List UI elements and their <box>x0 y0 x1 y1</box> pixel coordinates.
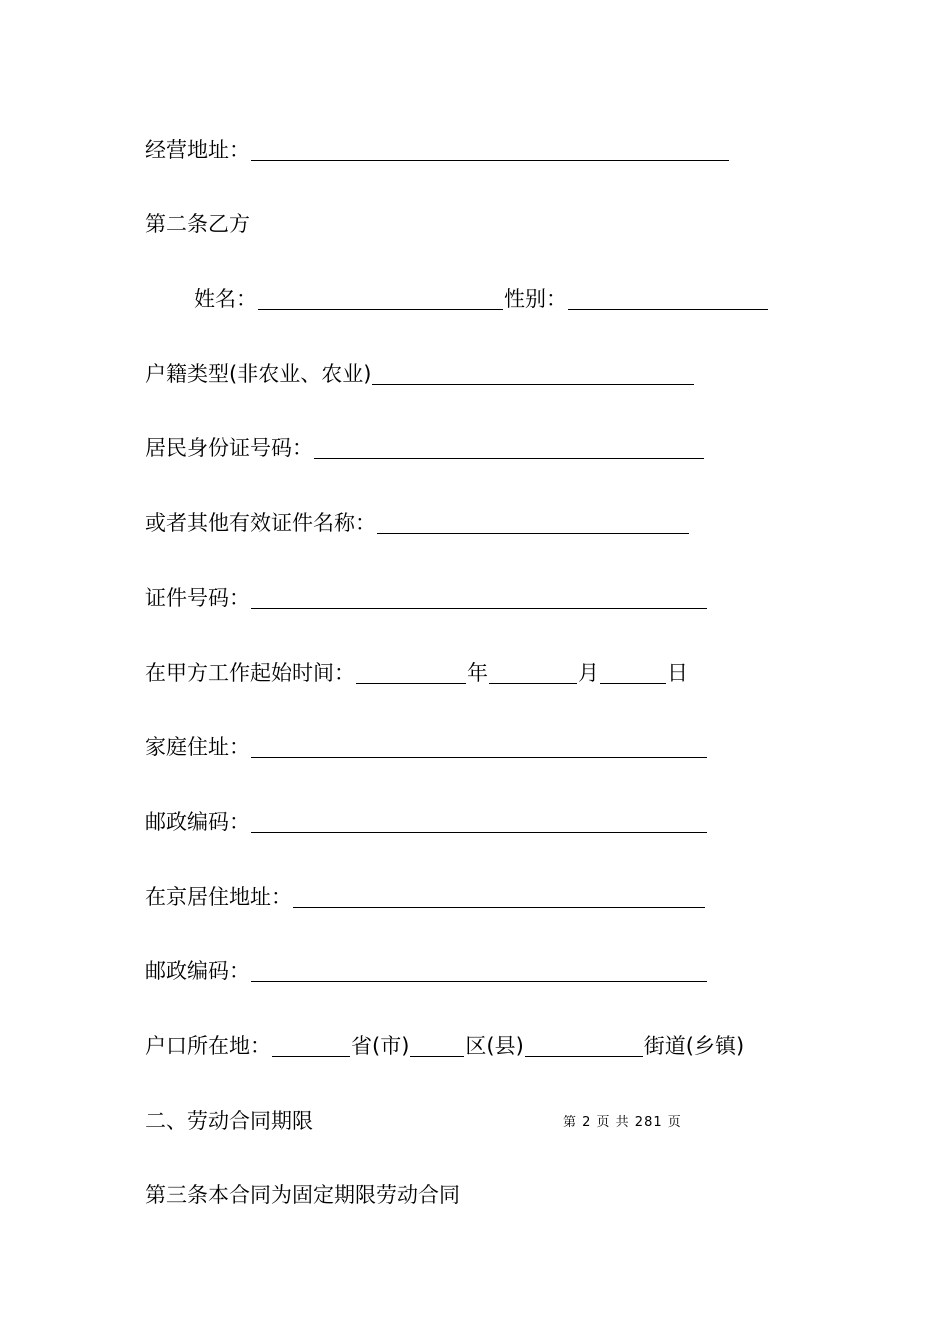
start-day-field[interactable] <box>600 663 666 684</box>
street-field[interactable] <box>525 1036 643 1057</box>
day-label: 日 <box>667 661 688 685</box>
business-address-label: 经营地址： <box>145 138 250 162</box>
name-field[interactable] <box>258 289 503 310</box>
other-id-name-line <box>145 509 690 537</box>
cert-number-label: 证件号码： <box>145 586 250 610</box>
postal-code-label-2: 邮政编码： <box>145 959 250 983</box>
article-3-label: 第三条本合同为固定期限劳动合同 <box>145 1183 460 1207</box>
street-label: 街道(乡镇) <box>643 1034 745 1058</box>
month-label: 月 <box>578 661 599 685</box>
cert-number-line <box>145 584 708 612</box>
gender-label: 性别： <box>504 287 567 311</box>
article-3-line <box>145 1181 460 1209</box>
start-month-field[interactable] <box>489 663 577 684</box>
household-type-line <box>145 360 695 388</box>
postal-code-line-2 <box>145 957 708 985</box>
beijing-address-line <box>145 883 706 911</box>
home-address-label: 家庭住址： <box>145 735 250 759</box>
business-address-line <box>145 136 730 164</box>
id-number-field[interactable] <box>314 438 704 459</box>
district-field[interactable] <box>410 1036 464 1057</box>
start-year-field[interactable] <box>356 663 466 684</box>
postal-code-line-1 <box>145 808 708 836</box>
id-number-label: 居民身份证号码： <box>145 436 313 460</box>
province-label: 省(市) <box>351 1034 410 1058</box>
home-address-line <box>145 733 708 761</box>
cert-number-field[interactable] <box>251 588 707 609</box>
beijing-address-label: 在京居住地址： <box>145 885 292 909</box>
hukou-location-line <box>145 1032 744 1060</box>
postal-code-field-1[interactable] <box>251 812 707 833</box>
article-2-label: 第二条乙方 <box>145 212 250 236</box>
section-2-heading <box>145 1107 313 1135</box>
province-field[interactable] <box>272 1036 350 1057</box>
business-address-field[interactable] <box>251 140 729 161</box>
postal-code-label-1: 邮政编码： <box>145 810 250 834</box>
name-label: 姓名： <box>194 287 257 311</box>
household-type-label: 户籍类型(非农业、农业) <box>145 362 372 386</box>
postal-code-field-2[interactable] <box>251 961 707 982</box>
district-label: 区(县) <box>465 1034 524 1058</box>
name-gender-line <box>194 285 769 313</box>
id-number-line <box>145 434 705 462</box>
gender-field[interactable] <box>568 289 768 310</box>
household-type-field[interactable] <box>372 364 694 385</box>
home-address-field[interactable] <box>251 737 707 758</box>
other-id-name-label: 或者其他有效证件名称： <box>145 511 376 535</box>
hukou-location-label: 户口所在地： <box>145 1034 271 1058</box>
section-2-label: 二、劳动合同期限 <box>145 1109 313 1133</box>
beijing-address-field[interactable] <box>293 887 705 908</box>
start-time-line <box>145 659 688 687</box>
page-number: 第 2 页 共 281 页 <box>563 1115 682 1130</box>
year-label: 年 <box>467 661 488 685</box>
other-id-name-field[interactable] <box>377 513 689 534</box>
start-time-label: 在甲方工作起始时间： <box>145 661 355 685</box>
article-2-heading <box>145 210 250 238</box>
